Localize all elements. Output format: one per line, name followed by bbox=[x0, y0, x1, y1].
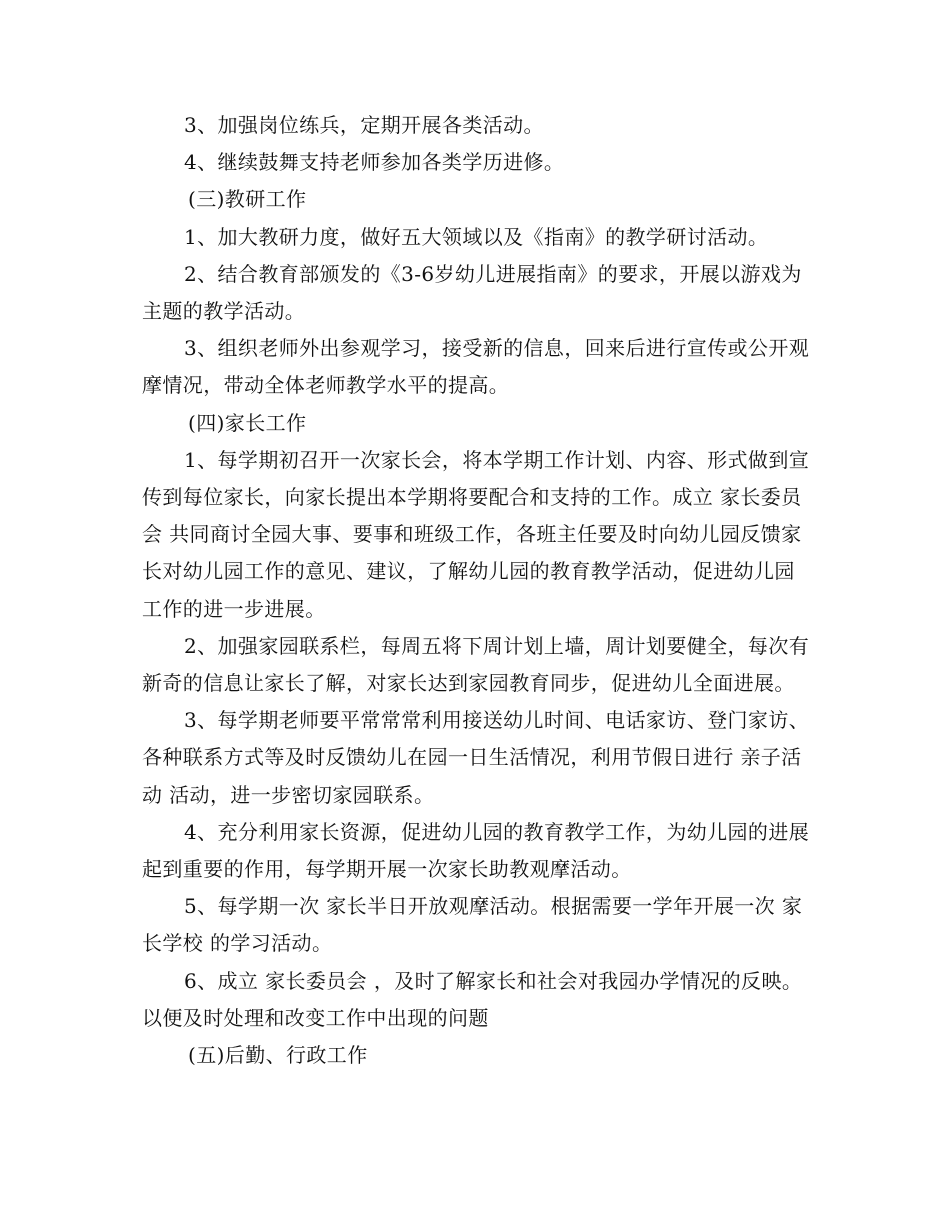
list-item: 2、结合教育部颁发的《3-6岁幼儿进展指南》的要求，开展以游戏为主题的教学活动。 bbox=[142, 261, 802, 324]
list-item: 5、每学期一次 家长半日开放观摩活动。根据需要一学年开展一次 家长学校 的学习活动。 bbox=[142, 894, 803, 956]
list-item: 1、加大教研力度，做好五大领域以及《指南》的教学研讨活动。 bbox=[184, 224, 769, 249]
list-item: 3、组织老师外出参观学习，接受新的信息，回来后进行宣传或公开观摩情况，带动全体老师教学水平的提高。 bbox=[142, 336, 810, 398]
list-item: 6、成立 家长委员会 ，及时了解家长和社会对我园办学情况的反映。以便及时处理和改变工作中出现的问题 bbox=[142, 968, 803, 1030]
list-item: 4、继续鼓舞支持老师参加各类学历进修。 bbox=[184, 150, 565, 175]
list-item: 1、每学期初召开一次家长会，将本学期工作计划、内容、形式做到宣传到每位家长，向家长提出本学期将要配合和支持的工作。成立 家长委员会 共同商讨全园大事、要事和班级工作，各班主任要及时向幼儿园反馈家长对幼儿园工作的意见、建议，了解幼儿园的教育教学活动，促进幼儿园工作的进一步进展。 bbox=[142, 447, 810, 621]
list-item: 3、加强岗位练兵，定期开展各类活动。 bbox=[184, 113, 544, 137]
section-heading-jiazhang: (四)家长工作 bbox=[188, 410, 307, 435]
section-heading-jiaoyan: (三)教研工作 bbox=[188, 187, 307, 212]
section-heading-houqin: (五)后勤、行政工作 bbox=[188, 1043, 368, 1068]
document-body bbox=[142, 107, 810, 1074]
list-item: 3、每学期老师要平常常常利用接送幼儿时间、电话家访、登门家访、各种联系方式等及时反馈幼儿在园一日生活情况，利用节假日进行 亲子活动 活动，进一步密切家园联系。 bbox=[142, 708, 810, 807]
list-item: 4、充分利用家长资源，促进幼儿园的教育教学工作，为幼儿园的进展起到重要的作用，每学期开展一次家长助教观摩活动。 bbox=[142, 819, 810, 882]
list-item: 2、加强家园联系栏，每周五将下周计划上墙，周计划要健全，每次有新奇的信息让家长了解，对家长达到家园教育同步，促进幼儿全面进展。 bbox=[142, 633, 810, 696]
